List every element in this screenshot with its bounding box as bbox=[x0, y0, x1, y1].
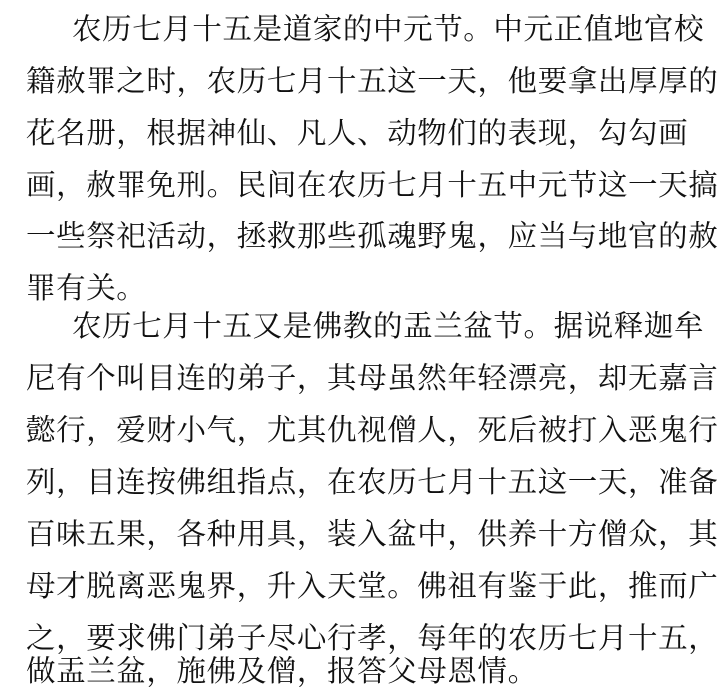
text-line: 画，赦罪免刑。民间在农历七月十五中元节这一天搞 bbox=[26, 168, 718, 202]
text-line: 花名册，根据神仙、凡人、动物们的表现，勾勾画 bbox=[26, 116, 689, 150]
text-line: 农历七月十五是道家的中元节。中元正值地官校 bbox=[72, 12, 705, 46]
text-line: 母才脱离恶鬼界，升入天堂。佛祖有鉴于此，推而广 bbox=[26, 569, 718, 603]
text-line: 尼有个叫目连的弟子，其母虽然年轻漂亮，却无嘉言 bbox=[26, 361, 718, 395]
text-line: 懿行，爱财小气，尤其仇视僧人，死后被打入恶鬼行 bbox=[26, 413, 718, 447]
text-line: 罪有关。 bbox=[26, 271, 147, 305]
text-line: 一些祭祀活动，拯救那些孤魂野鬼，应当与地官的赦 bbox=[26, 219, 718, 253]
text-line: 列，目连按佛组指点，在农历七月十五这一天，准备 bbox=[26, 465, 718, 499]
text-line: 做盂兰盆，施佛及僧，报答父母恩情。 bbox=[26, 654, 538, 688]
text-line: 农历七月十五又是佛教的盂兰盆节。据说释迦牟 bbox=[72, 309, 705, 343]
text-line: 百味五果，各种用具，装入盆中，供养十方僧众，其 bbox=[26, 517, 718, 551]
text-line: 之，要求佛门弟子尽心行孝，每年的农历七月十五， bbox=[26, 621, 718, 655]
text-line: 籍赦罪之时，农历七月十五这一天，他要拿出厚厚的 bbox=[26, 64, 718, 98]
